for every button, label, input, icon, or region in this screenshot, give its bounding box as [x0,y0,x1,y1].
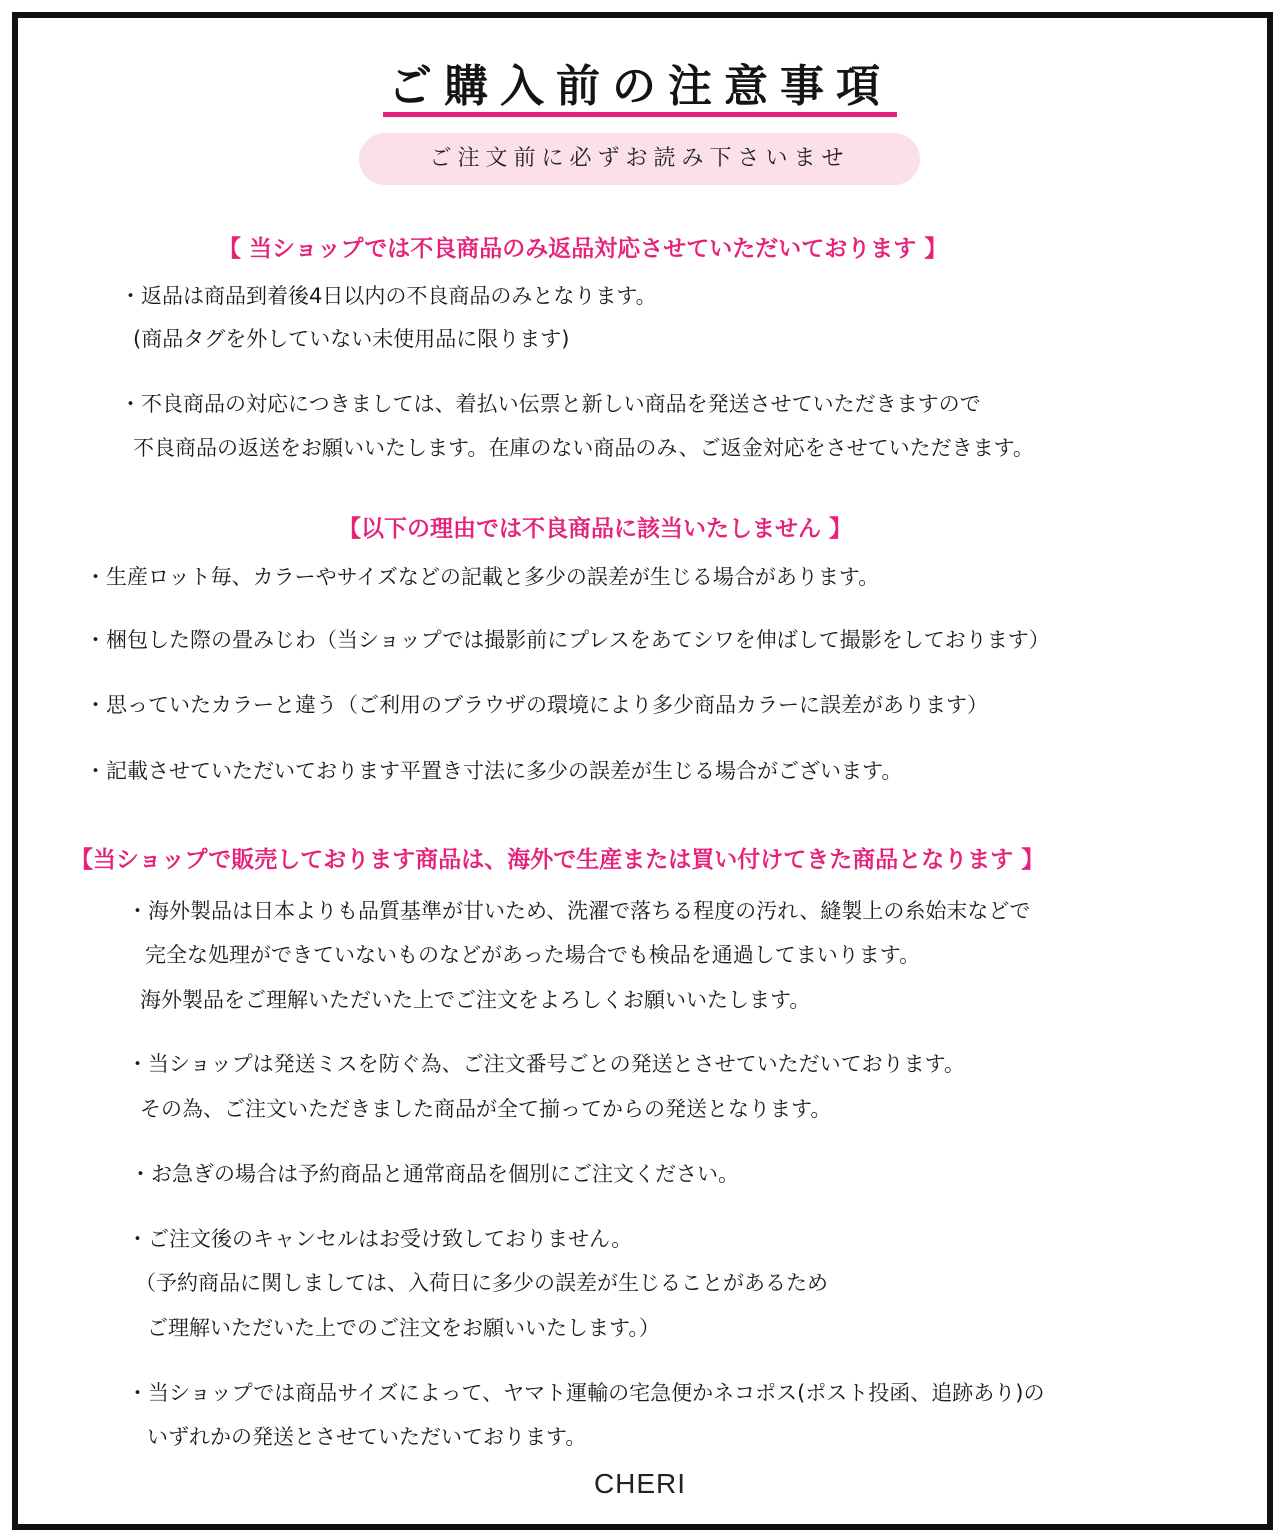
section-line: その為、ご注文いただきました商品が全て揃ってからの発送となります。 [140,1097,832,1121]
title-underline [383,112,897,117]
section-line: （予約商品に関しましては、入荷日に多少の誤差が生じることがあるため [135,1271,828,1295]
section-line: ・不良商品の対応につきましては、着払い伝票と新しい商品を発送させていただきますので [120,392,981,416]
section-line: ・返品は商品到着後4日以内の不良商品のみとなります。 [120,284,657,308]
subtitle-pill: ご注文前に必ずお読み下さいませ [359,133,920,185]
section-line: ・ご注文後のキャンセルはお受け致しておりません。 [127,1227,633,1251]
section-line: 海外製品をご理解いただいた上でご注文をよろしくお願いいたします。 [140,988,811,1012]
section-heading-not-defective: 【以下の理由では不良商品に該当いたしません 】 [338,516,853,542]
section-line: ・当ショップでは商品サイズによって、ヤマト運輸の宅急便かネコポス(ポスト投函、追跡あり)の [127,1381,1045,1405]
section-line: ご理解いただいた上でのご注文をお願いいたします。） [147,1316,660,1340]
section-heading-overseas-products: 【当ショップで販売しております商品は、海外で生産または買い付けてきた商品となります 】 [70,847,1045,873]
section-line: いずれかの発送とさせていただいております。 [147,1425,587,1449]
section-line: (商品タグを外していない未使用品に限ります) [133,327,570,351]
section-line: ・記載させていただいております平置き寸法に多少の誤差が生じる場合がございます。 [85,759,903,783]
section-line: ・生産ロット毎、カラーやサイズなどの記載と多少の誤差が生じる場合があります。 [85,565,880,589]
section-line: ・梱包した際の畳みじわ（当ショップでは撮影前にプレスをあてシワを伸ばして撮影をしております） [85,628,1050,652]
page-title: ご購入前の注意事項 [388,61,892,112]
section-line: 完全な処理ができていないものなどがあった場合でも検品を通過してまいります。 [145,943,921,967]
section-line: ・思っていたカラーと違う（ご利用のブラウザの環境により多少商品カラーに誤差があります） [85,693,988,717]
section-line: 不良商品の返送をお願いいたします。在庫のない商品のみ、ご返金対応をさせていただきます。 [133,436,1034,460]
section-line: ・お急ぎの場合は予約商品と通常商品を個別にご注文ください。 [130,1162,739,1186]
section-heading-returns: 【 当ショップでは不良商品のみ返品対応させていただいております 】 [218,236,948,262]
brand-logo: CHERI [593,1468,687,1499]
section-line: ・当ショップは発送ミスを防ぐ為、ご注文番号ごとの発送とさせていただいております。 [127,1052,965,1076]
section-line: ・海外製品は日本よりも品質基準が甘いため、洗濯で落ちる程度の汚れ、縫製上の糸始末などで [127,899,1031,923]
